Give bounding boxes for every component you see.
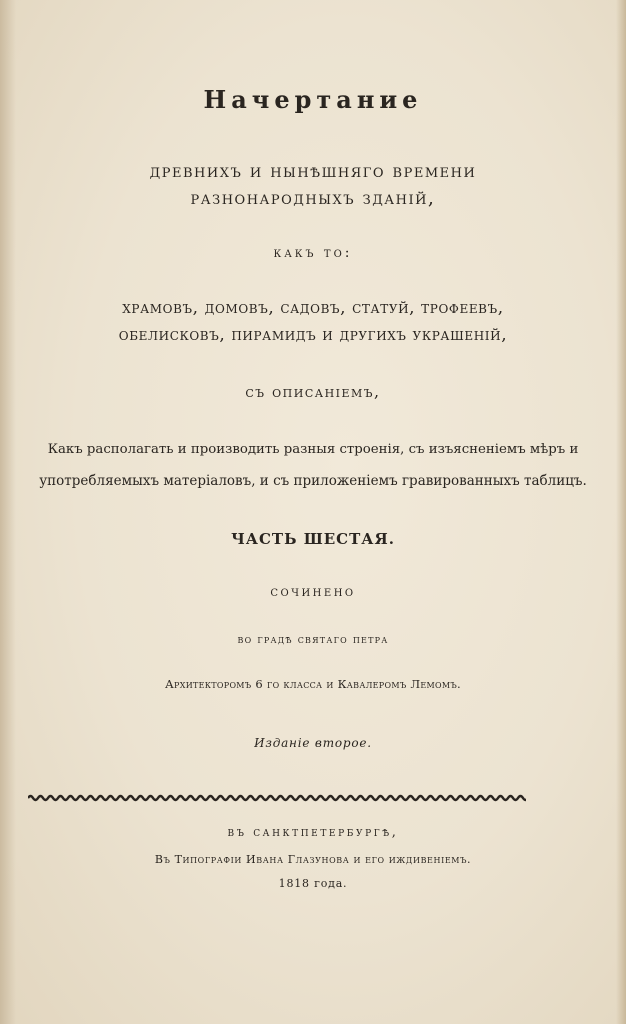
kak-to-line: какъ то: <box>273 245 353 261</box>
composed-line: сочинено <box>270 584 356 600</box>
page-edge-shadow-left <box>0 0 16 1024</box>
imprint-year: 1818 года. <box>278 877 348 890</box>
subtitle-line-2: разнонародныхъ зданій, <box>190 187 436 209</box>
explanation-line-1: Какъ располагать и производить разныя строенія, съ изъясненіемъ мѣръ и <box>47 442 579 457</box>
subtitle-line-1: древнихъ и нынѣшняго времени <box>149 160 477 182</box>
book-title: Начертание <box>203 85 423 114</box>
city-line: во градѣ святаго петра <box>237 632 389 646</box>
buildings-list-line-2: обелисковъ, пирамидъ и другихъ украшеній, <box>118 325 508 345</box>
edition-line: Изданіе второе. <box>254 736 372 750</box>
buildings-list-line-1: храмовъ, домовъ, садовъ, статуй, трофеевъ, <box>122 298 504 318</box>
part-number: ЧАСТЬ ШЕСТАЯ. <box>231 530 395 548</box>
wavy-rule-divider <box>28 792 526 804</box>
imprint-printer: Въ Типографіи Ивана Глазунова и его иждивеніемъ. <box>154 853 472 866</box>
imprint-place: въ санктпетербургѣ, <box>227 825 399 840</box>
page-edge-shadow-right <box>616 0 626 1024</box>
author-line: Архитекторомъ 6 го класса и Кавалеромъ Лемомъ. <box>165 677 461 691</box>
with-description-line: съ описаніемъ, <box>245 382 381 401</box>
explanation-line-2: употребляемыхъ матеріаловъ, и съ приложеніемъ гравированныхъ таблицъ. <box>39 473 587 489</box>
